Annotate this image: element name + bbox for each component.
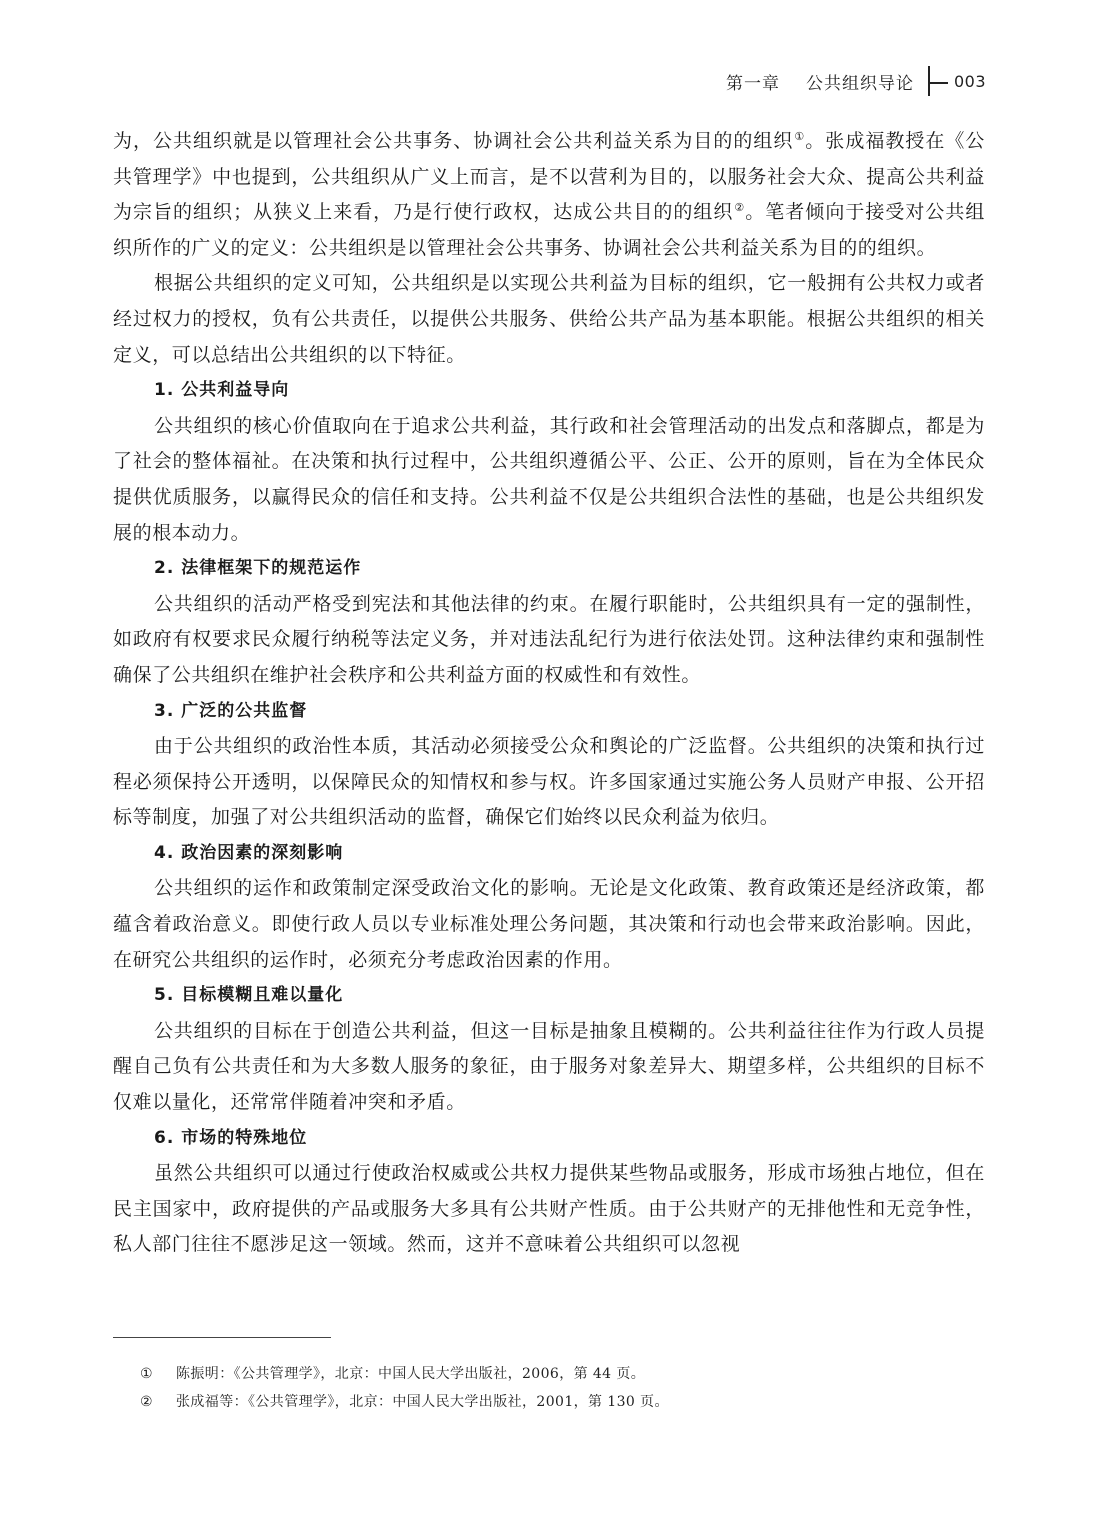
paragraph-text: 为，公共组织就是以管理社会公共事务、协调社会公共利益关系为目的的组织: [113, 130, 794, 152]
running-header: [726, 64, 986, 98]
footnote-item: [140, 1360, 980, 1388]
section-paragraph: 公共组织的目标在于创造公共利益，但这一目标是抽象且模糊的。公共利益往往作为行政人员提醒自己负有公共责任和为大多数人服务的象征，由于服务对象差异大、期望多样，公共组织的目标不仅难以量化，还常常伴随着冲突和矛盾。: [113, 1019, 985, 1114]
footnote-separator: [113, 1337, 331, 1338]
paragraph-definition: [113, 124, 985, 266]
section-heading: 3. 广泛的公共监督: [154, 700, 308, 721]
footnote-marker: ②: [140, 1394, 153, 1410]
section-heading: 5. 目标模糊且难以量化: [154, 985, 344, 1006]
section-heading: 4. 政治因素的深刻影响: [154, 842, 344, 863]
footnote-ref-2: ②: [734, 201, 746, 215]
paragraph-features-intro: 根据公共组织的定义可知，公共组织是以实现公共利益为目标的组织，它一般拥有公共权力或者经过权力的授权，负有公共责任，以提供公共服务、供给公共产品为基本职能。根据公共组织的相关定义，可以总结出公共组织的以下特征。: [113, 272, 985, 366]
footnote-item: [140, 1388, 980, 1416]
header-divider-mark: [926, 66, 948, 96]
page-number: 003: [953, 71, 986, 91]
chapter-title: 公共组织导论: [805, 73, 914, 94]
paragraph-text: 。张成福教授在《公共管理学》中也提到，公共组织从广义上而言，是不以营利为目的，以服务社会大众、提高公共利益为宗旨的组织；从狭义上来看，乃是行使行政权，达成公共目的的组织: [113, 130, 985, 224]
chapter-label: 第一章: [725, 73, 780, 94]
section-paragraph: 虽然公共组织可以通过行使政治权威或公共权力提供某些物品或服务，形成市场独占地位，但在民主国家中，政府提供的产品或服务大多具有公共财产性质。由于公共财产的无排他性和无竞争性，私人部门往往不愿涉足这一领域。然而，这并不意味着公共组织可以忽视: [113, 1162, 985, 1256]
section-paragraph: 由于公共组织的政治性本质，其活动必须接受公众和舆论的广泛监督。公共组织的决策和执行过程必须保持公开透明，以保障民众的知情权和参与权。许多国家通过实施公务人员财产申报、公开招标等制度，加强了对公共组织活动的监督，确保它们始终以民众利益为依归。: [113, 735, 985, 829]
footnote-text: 张成福等：《公共管理学》，北京：中国人民大学出版社，2001，第 130 页。: [176, 1394, 669, 1410]
body-text: [113, 124, 985, 1263]
footnote-marker: ①: [140, 1366, 153, 1382]
section-paragraph: 公共组织的核心价值取向在于追求公共利益，其行政和社会管理活动的出发点和落脚点，都是为了社会的整体福祉。在决策和执行过程中，公共组织遵循公平、公正、公开的原则，旨在为全体民众提供优质服务，以赢得民众的信任和支持。公共利益不仅是公共组织合法性的基础，也是公共组织发展的根本动力。: [113, 414, 985, 544]
paragraph-text: 。笔者倾向于接受对公共组织所作的广义的定义：公共组织是以管理社会公共事务、协调社会公共利益关系为目的的组织。: [113, 201, 985, 259]
footnotes: [140, 1360, 980, 1416]
footnote-text: 陈振明：《公共管理学》，北京：中国人民大学出版社，2006，第 44 页。: [176, 1366, 646, 1382]
section-heading: 2. 法律框架下的规范运作: [154, 558, 362, 579]
section-paragraph: 公共组织的运作和政策制定深受政治文化的影响。无论是文化政策、教育政策还是经济政策，都蕴含着政治意义。即使行政人员以专业标准处理公务问题，其决策和行动也会带来政治影响。因此，在研究公共组织的运作时，必须充分考虑政治因素的作用。: [113, 877, 985, 971]
section-heading: 6. 市场的特殊地位: [154, 1127, 308, 1148]
section-heading: 1. 公共利益导向: [154, 380, 290, 401]
section-paragraph: 公共组织的活动严格受到宪法和其他法律的约束。在履行职能时，公共组织具有一定的强制性，如政府有权要求民众履行纳税等法定义务，并对违法乱纪行为进行依法处罚。这种法律约束和强制性确保了公共组织在维护社会秩序和公共利益方面的权威性和有效性。: [113, 592, 985, 686]
footnote-ref-1: ①: [794, 130, 806, 143]
